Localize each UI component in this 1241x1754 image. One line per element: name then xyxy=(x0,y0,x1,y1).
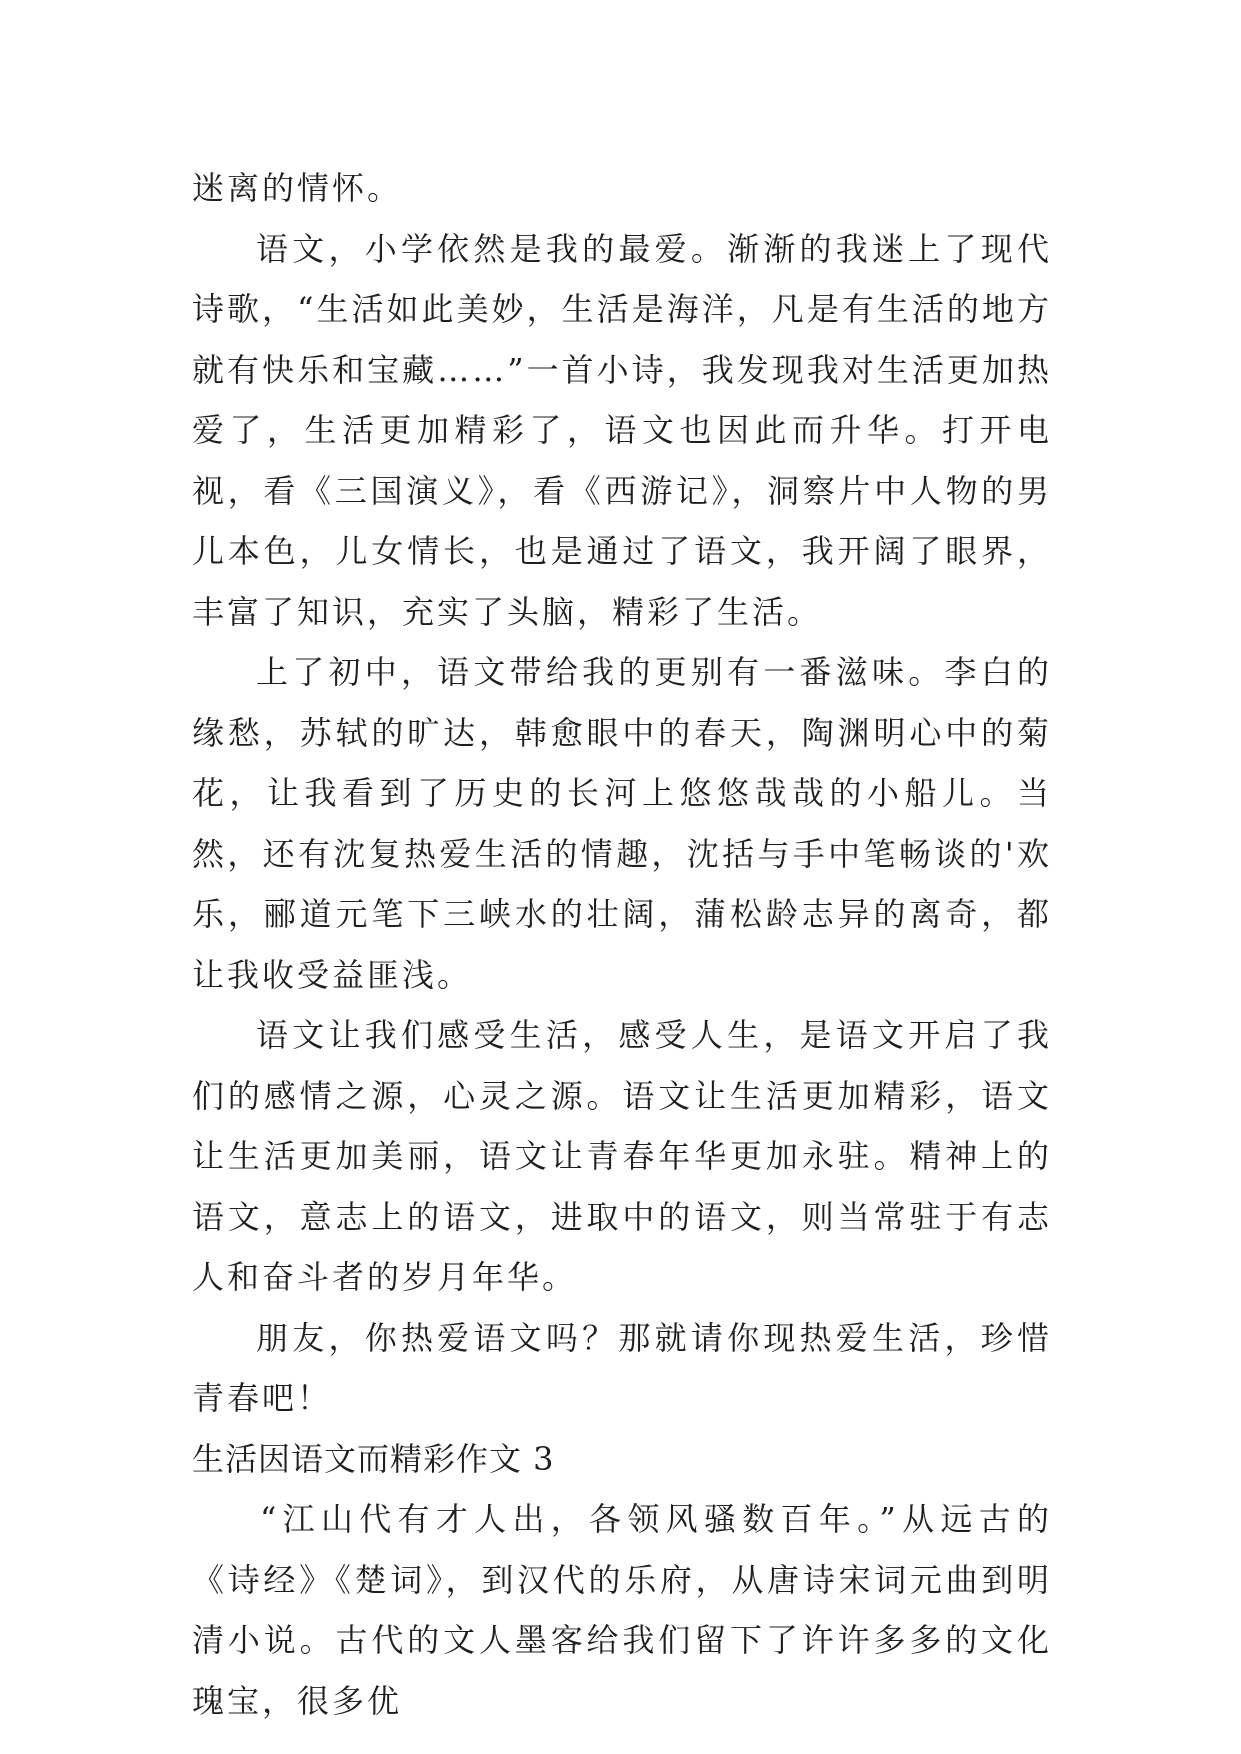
paragraph-section-opening: “江山代有才人出，各领风骚数百年。”从远古的《诗经》《楚词》，到汉代的乐府，从唐诗宋词元曲到明清小说。古代的文人墨客给我们留下了许许多多的文化瑰宝，很多优 xyxy=(192,1500,1052,1720)
paragraph-middle-school: 上了初中，语文带给我的更别有一番滋味。李白的缘愁，苏轼的旷达，韩愈眼中的春天，陶渊明心中的菊花，让我看到了历史的长河上悠悠哉哉的小船儿。当然，还有沈复热爱生活的情趣，沈括与手中笔畅谈的'欢乐，郦道元笔下三峡水的壮阔，蒲松龄志异的离奇，都让我收受益匪浅。 xyxy=(192,653,1052,994)
section-title: 生活因语文而精彩作文 3 xyxy=(192,1439,555,1478)
paragraph-feel-life: 语文让我们感受生活，感受人生，是语文开启了我们的感情之源，心灵之源。语文让生活更加精彩，语文让生活更加美丽，语文让青春年华更加永驻。精神上的语文，意志上的语文，进取中的语文，则当常驻于有志人和奋斗者的岁月年华。 xyxy=(192,1016,1052,1296)
paragraph-continuation: 迷离的情怀。 xyxy=(192,169,403,207)
paragraph-primary-school: 语文，小学依然是我的最爱。渐渐的我迷上了现代诗歌，“生活如此美妙，生活是海洋，凡是有生活的地方就有快乐和宝藏……”一首小诗，我发现我对生活更加热爱了，生活更加精彩了，语文也因此而升华。打开电视，看《三国演义》，看《西游记》，洞察片中人物的男儿本色，儿女情长，也是通过了语文，我开阔了眼界，丰富了知识，充实了头脑，精彩了生活。 xyxy=(192,229,1052,631)
document-body xyxy=(192,158,1052,1731)
paragraph-friend: 朋友，你热爱语文吗？那就请你现热爱生活，珍惜青春吧！ xyxy=(192,1318,1052,1417)
